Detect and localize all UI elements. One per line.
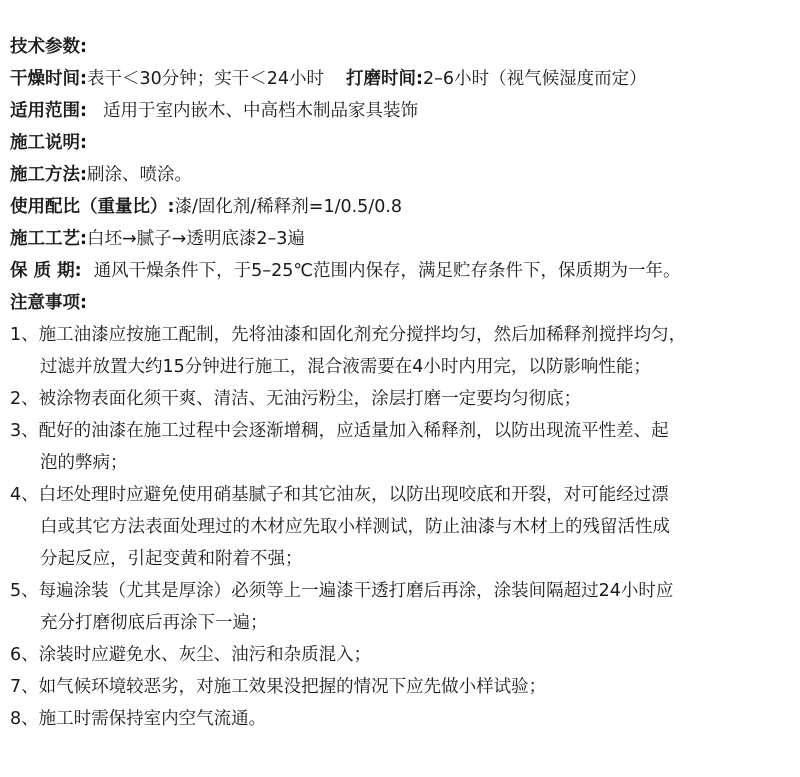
note-4-line-1: 4、白坯处理时应避免使用硝基腻子和其它油灰，以防出现咬底和开裂，对可能经过漂 xyxy=(10,485,669,505)
method-label: 施工方法: xyxy=(10,165,87,185)
ratio-label: 使用配比（重量比）: xyxy=(10,197,175,217)
sanding-time-value: 2–6小时（视气候湿度而定） xyxy=(423,69,647,89)
scope-value: 适用于室内嵌木、中高档木制品家具装饰 xyxy=(103,101,418,121)
drying-time-label: 干燥时间: xyxy=(10,69,87,89)
ratio-value: 漆/固化剂/稀释剂=1/0.5/0.8 xyxy=(174,197,403,217)
sanding-time-label: 打磨时间: xyxy=(346,69,424,89)
note-5-line-2: 充分打磨彻底后再涂下一遍； xyxy=(40,613,268,633)
ratio-row xyxy=(10,192,402,222)
instructions-heading: 施工说明: xyxy=(10,133,87,153)
process-label: 施工工艺: xyxy=(10,229,87,249)
process-row xyxy=(10,224,305,254)
note-8: 8、施工时需保持室内空气流通。 xyxy=(10,709,267,729)
note-5-line-1: 5、每遍涂装（尤其是厚涂）必须等上一遍漆干透打磨后再涂，涂装间隔超过24小时应 xyxy=(10,581,674,601)
note-1-line-1: 1、施工油漆应按施工配制，先将油漆和固化剂充分搅拌均匀，然后加稀释剂搅拌均匀， xyxy=(10,325,687,345)
scope-row xyxy=(10,96,418,126)
note-4-line-2: 白或其它方法表面处理过的木材应先取小样测试，防止油漆与木材上的残留活性成 xyxy=(40,517,670,537)
shelf-life-label: 保 质 期: xyxy=(10,261,82,281)
method-value: 刷涂、喷涂。 xyxy=(87,165,192,185)
note-7: 7、如气候环境较恶劣，对施工效果没把握的情况下应先做小样试验； xyxy=(10,677,547,697)
note-3-line-1: 3、配好的油漆在施工过程中会逐渐增稠，应适量加入稀释剂，以防出现流平性差、起 xyxy=(10,421,669,441)
process-value: 白坯→腻子→透明底漆2–3遍 xyxy=(87,229,305,249)
drying-time-value: 表干＜30分钟；实干＜24小时 xyxy=(87,69,325,89)
note-4-line-3: 分起反应，引起变黄和附着不强； xyxy=(40,549,303,569)
note-1-line-2: 过滤并放置大约15分钟进行施工，混合液需要在4小时内用完，以防影响性能； xyxy=(40,357,651,377)
notes-heading: 注意事项: xyxy=(10,293,87,313)
scope-label: 适用范围: xyxy=(10,101,87,121)
specs-heading: 技术参数: xyxy=(10,37,87,57)
note-6: 6、涂装时应避免水、灰尘、油污和杂质混入； xyxy=(10,645,372,665)
shelf-life-value: 通风干燥条件下，于5–25℃范围内保存，满足贮存条件下，保质期为一年。 xyxy=(93,261,681,281)
shelf-life-row xyxy=(10,256,681,286)
note-2: 2、被涂物表面化须干爽、清洁、无油污粉尘，涂层打磨一定要均匀彻底； xyxy=(10,389,582,409)
drying-time-row xyxy=(10,64,647,94)
note-3-line-2: 泡的弊病； xyxy=(40,453,128,473)
method-row xyxy=(10,160,192,190)
